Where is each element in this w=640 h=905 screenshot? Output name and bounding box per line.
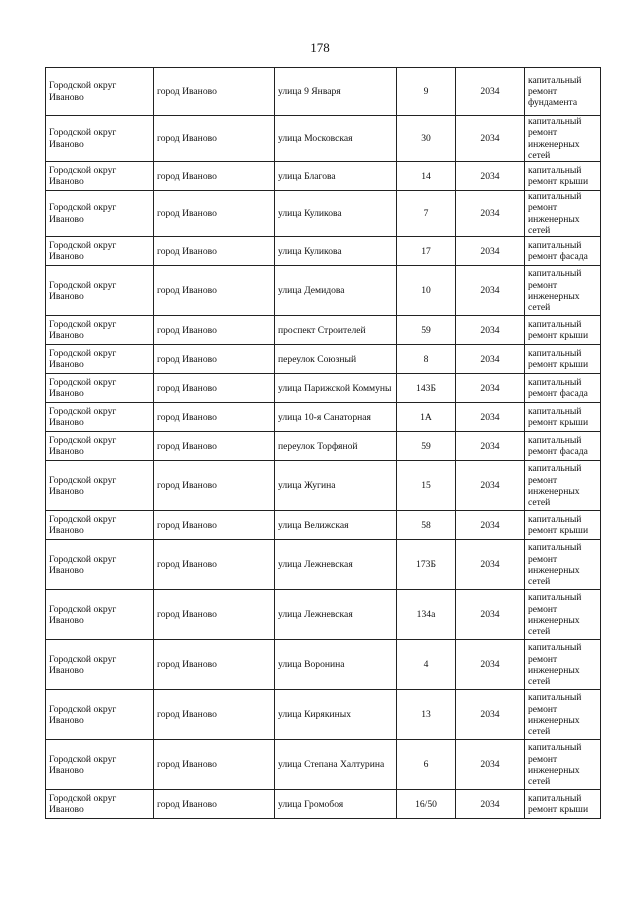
city-cell: город Иваново [154,461,275,511]
house-number-cell: 7 [397,191,456,237]
table-row [46,162,601,191]
street-cell: переулок Торфяной [275,432,397,461]
table-row [46,345,601,374]
house-number-cell: 14 [397,162,456,191]
work-type-cell: капитальный ремонт крыши [525,403,601,432]
year-cell: 2034 [456,237,525,266]
table-body [46,68,601,819]
table-row [46,266,601,316]
street-cell: улица Благова [275,162,397,191]
year-cell: 2034 [456,266,525,316]
table-row [46,374,601,403]
street-cell: улица Лежневская [275,540,397,590]
street-cell: улица Воронина [275,640,397,690]
year-cell: 2034 [456,511,525,540]
city-cell: город Иваново [154,640,275,690]
table-row [46,540,601,590]
work-type-cell: капитальный ремонт фасада [525,374,601,403]
district-cell: Городской округ Иваново [46,740,154,790]
year-cell: 2034 [456,191,525,237]
district-cell: Городской округ Иваново [46,68,154,116]
street-cell: улица Лежневская [275,590,397,640]
year-cell: 2034 [456,432,525,461]
year-cell: 2034 [456,68,525,116]
house-number-cell: 59 [397,316,456,345]
city-cell: город Иваново [154,191,275,237]
district-cell: Городской округ Иваново [46,590,154,640]
district-cell: Городской округ Иваново [46,432,154,461]
district-cell: Городской округ Иваново [46,790,154,819]
table-row [46,590,601,640]
house-number-cell: 59 [397,432,456,461]
city-cell: город Иваново [154,316,275,345]
street-cell: улица Степана Халтурина [275,740,397,790]
work-type-cell: капитальный ремонт инженерных сетей [525,690,601,740]
table-row [46,316,601,345]
district-cell: Городской округ Иваново [46,403,154,432]
year-cell: 2034 [456,790,525,819]
year-cell: 2034 [456,640,525,690]
work-type-cell: капитальный ремонт крыши [525,511,601,540]
city-cell: город Иваново [154,540,275,590]
table-row [46,237,601,266]
street-cell: улица Велижская [275,511,397,540]
district-cell: Городской округ Иваново [46,345,154,374]
table-row [46,461,601,511]
street-cell: проспект Строителей [275,316,397,345]
work-type-cell: капитальный ремонт фундамента [525,68,601,116]
street-cell: улица Парижской Коммуны [275,374,397,403]
work-type-cell: капитальный ремонт инженерных сетей [525,590,601,640]
table-row [46,690,601,740]
house-number-cell: 16/50 [397,790,456,819]
district-cell: Городской округ Иваново [46,266,154,316]
table-row [46,116,601,162]
work-type-cell: капитальный ремонт инженерных сетей [525,461,601,511]
street-cell: улица Жугина [275,461,397,511]
year-cell: 2034 [456,590,525,640]
table-row [46,640,601,690]
city-cell: город Иваново [154,740,275,790]
year-cell: 2034 [456,740,525,790]
year-cell: 2034 [456,403,525,432]
city-cell: город Иваново [154,266,275,316]
street-cell: улица 10-я Санаторная [275,403,397,432]
district-cell: Городской округ Иваново [46,540,154,590]
city-cell: город Иваново [154,590,275,640]
street-cell: улица Московская [275,116,397,162]
table-row [46,511,601,540]
city-cell: город Иваново [154,116,275,162]
work-type-cell: капитальный ремонт инженерных сетей [525,191,601,237]
street-cell: улица Кирякиных [275,690,397,740]
city-cell: город Иваново [154,432,275,461]
street-cell: улица 9 Января [275,68,397,116]
house-number-cell: 58 [397,511,456,540]
city-cell: город Иваново [154,68,275,116]
year-cell: 2034 [456,690,525,740]
work-type-cell: капитальный ремонт инженерных сетей [525,640,601,690]
work-type-cell: капитальный ремонт инженерных сетей [525,116,601,162]
house-number-cell: 173Б [397,540,456,590]
house-number-cell: 4 [397,640,456,690]
house-number-cell: 134а [397,590,456,640]
table-row [46,790,601,819]
house-number-cell: 6 [397,740,456,790]
district-cell: Городской округ Иваново [46,640,154,690]
city-cell: город Иваново [154,345,275,374]
district-cell: Городской округ Иваново [46,162,154,191]
house-number-cell: 15 [397,461,456,511]
year-cell: 2034 [456,374,525,403]
district-cell: Городской округ Иваново [46,191,154,237]
district-cell: Городской округ Иваново [46,690,154,740]
table-row [46,432,601,461]
work-type-cell: капитальный ремонт крыши [525,345,601,374]
district-cell: Городской округ Иваново [46,511,154,540]
district-cell: Городской округ Иваново [46,374,154,403]
street-cell: улица Куликова [275,191,397,237]
work-type-cell: капитальный ремонт фасада [525,432,601,461]
city-cell: город Иваново [154,690,275,740]
work-type-cell: капитальный ремонт фасада [525,237,601,266]
year-cell: 2034 [456,116,525,162]
year-cell: 2034 [456,345,525,374]
work-type-cell: капитальный ремонт инженерных сетей [525,740,601,790]
table-row [46,68,601,116]
city-cell: город Иваново [154,403,275,432]
year-cell: 2034 [456,162,525,191]
work-type-cell: капитальный ремонт крыши [525,162,601,191]
street-cell: улица Громобоя [275,790,397,819]
city-cell: город Иваново [154,511,275,540]
table-row [46,740,601,790]
city-cell: город Иваново [154,374,275,403]
district-cell: Городской округ Иваново [46,461,154,511]
house-number-cell: 17 [397,237,456,266]
district-cell: Городской округ Иваново [46,116,154,162]
page-number: 178 [310,40,330,55]
house-number-cell: 1А [397,403,456,432]
work-type-cell: капитальный ремонт инженерных сетей [525,266,601,316]
house-number-cell: 143Б [397,374,456,403]
city-cell: город Иваново [154,790,275,819]
district-cell: Городской округ Иваново [46,316,154,345]
street-cell: улица Демидова [275,266,397,316]
work-type-cell: капитальный ремонт крыши [525,790,601,819]
house-number-cell: 30 [397,116,456,162]
table-row [46,403,601,432]
city-cell: город Иваново [154,162,275,191]
table-row [46,191,601,237]
house-number-cell: 9 [397,68,456,116]
work-type-cell: капитальный ремонт крыши [525,316,601,345]
repair-schedule-table [45,67,601,819]
house-number-cell: 8 [397,345,456,374]
house-number-cell: 10 [397,266,456,316]
street-cell: улица Куликова [275,237,397,266]
district-cell: Городской округ Иваново [46,237,154,266]
work-type-cell: капитальный ремонт инженерных сетей [525,540,601,590]
house-number-cell: 13 [397,690,456,740]
year-cell: 2034 [456,461,525,511]
year-cell: 2034 [456,316,525,345]
city-cell: город Иваново [154,237,275,266]
year-cell: 2034 [456,540,525,590]
street-cell: переулок Союзный [275,345,397,374]
